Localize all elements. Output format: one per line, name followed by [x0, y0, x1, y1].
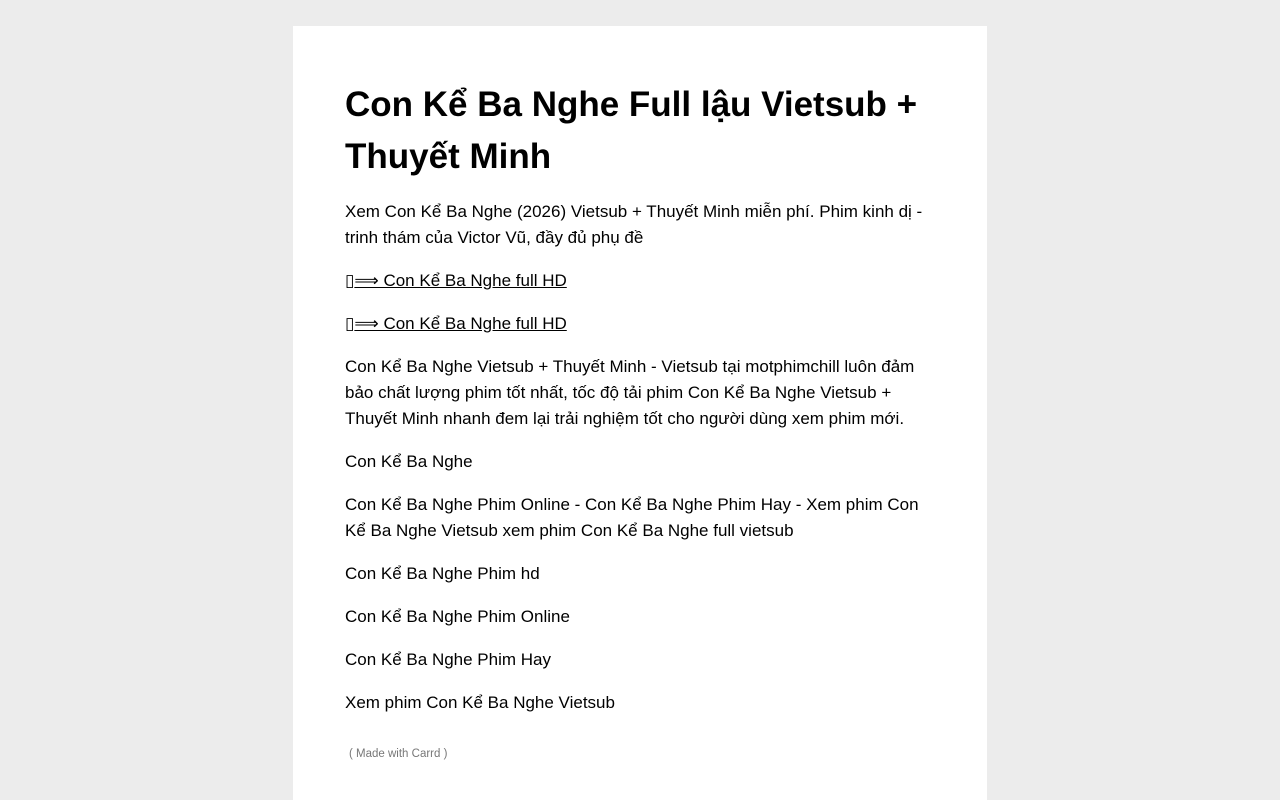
link-label: ⟹ Con Kể Ba Nghe full HD: [354, 271, 567, 290]
made-with-carrd-credit: [349, 747, 935, 761]
credit-close-paren: ): [440, 748, 448, 760]
made-with-carrd-link[interactable]: Made with Carrd: [356, 748, 441, 760]
link-row-2: [345, 311, 935, 337]
page-card: [293, 26, 987, 800]
link-marker-icon: ▯: [345, 314, 355, 333]
body-paragraph: Con Kể Ba Nghe Phim Online: [345, 607, 570, 626]
body-paragraph: Con Kể Ba Nghe Phim Hay: [345, 650, 551, 669]
page-description: Xem Con Kể Ba Nghe (2026) Vietsub + Thuyết Minh miễn phí. Phim kinh dị - trinh thám của Victor Vũ, đầy đủ phụ đề: [345, 202, 923, 247]
full-hd-link-1[interactable]: [345, 271, 567, 290]
full-hd-link-2[interactable]: [345, 314, 567, 333]
link-marker-icon: ▯: [345, 271, 355, 290]
body-paragraph: Con Kể Ba Nghe Vietsub + Thuyết Minh - Vietsub tại motphimchill luôn đảm bảo chất lượng phim tốt nhất, tốc độ tải phim Con Kể Ba Nghe Vietsub + Thuyết Minh nhanh đem lại trải nghiệm tốt cho người dùng xem phim mới.: [345, 357, 915, 428]
link-row-1: [345, 268, 935, 294]
body-paragraph: Xem phim Con Kể Ba Nghe Vietsub: [345, 693, 615, 712]
link-label: ⟹ Con Kể Ba Nghe full HD: [354, 314, 567, 333]
page-title: Con Kể Ba Nghe Full lậu Vietsub + Thuyết Minh: [345, 85, 918, 176]
body-paragraph: Con Kể Ba Nghe Phim Online - Con Kể Ba Nghe Phim Hay - Xem phim Con Kể Ba Nghe Vietsub xem phim Con Kể Ba Nghe full vietsub: [345, 495, 919, 540]
credit-open-paren: (: [349, 748, 357, 760]
body-paragraph: Con Kể Ba Nghe Phim hd: [345, 564, 540, 583]
body-paragraph: Con Kể Ba Nghe: [345, 452, 473, 471]
